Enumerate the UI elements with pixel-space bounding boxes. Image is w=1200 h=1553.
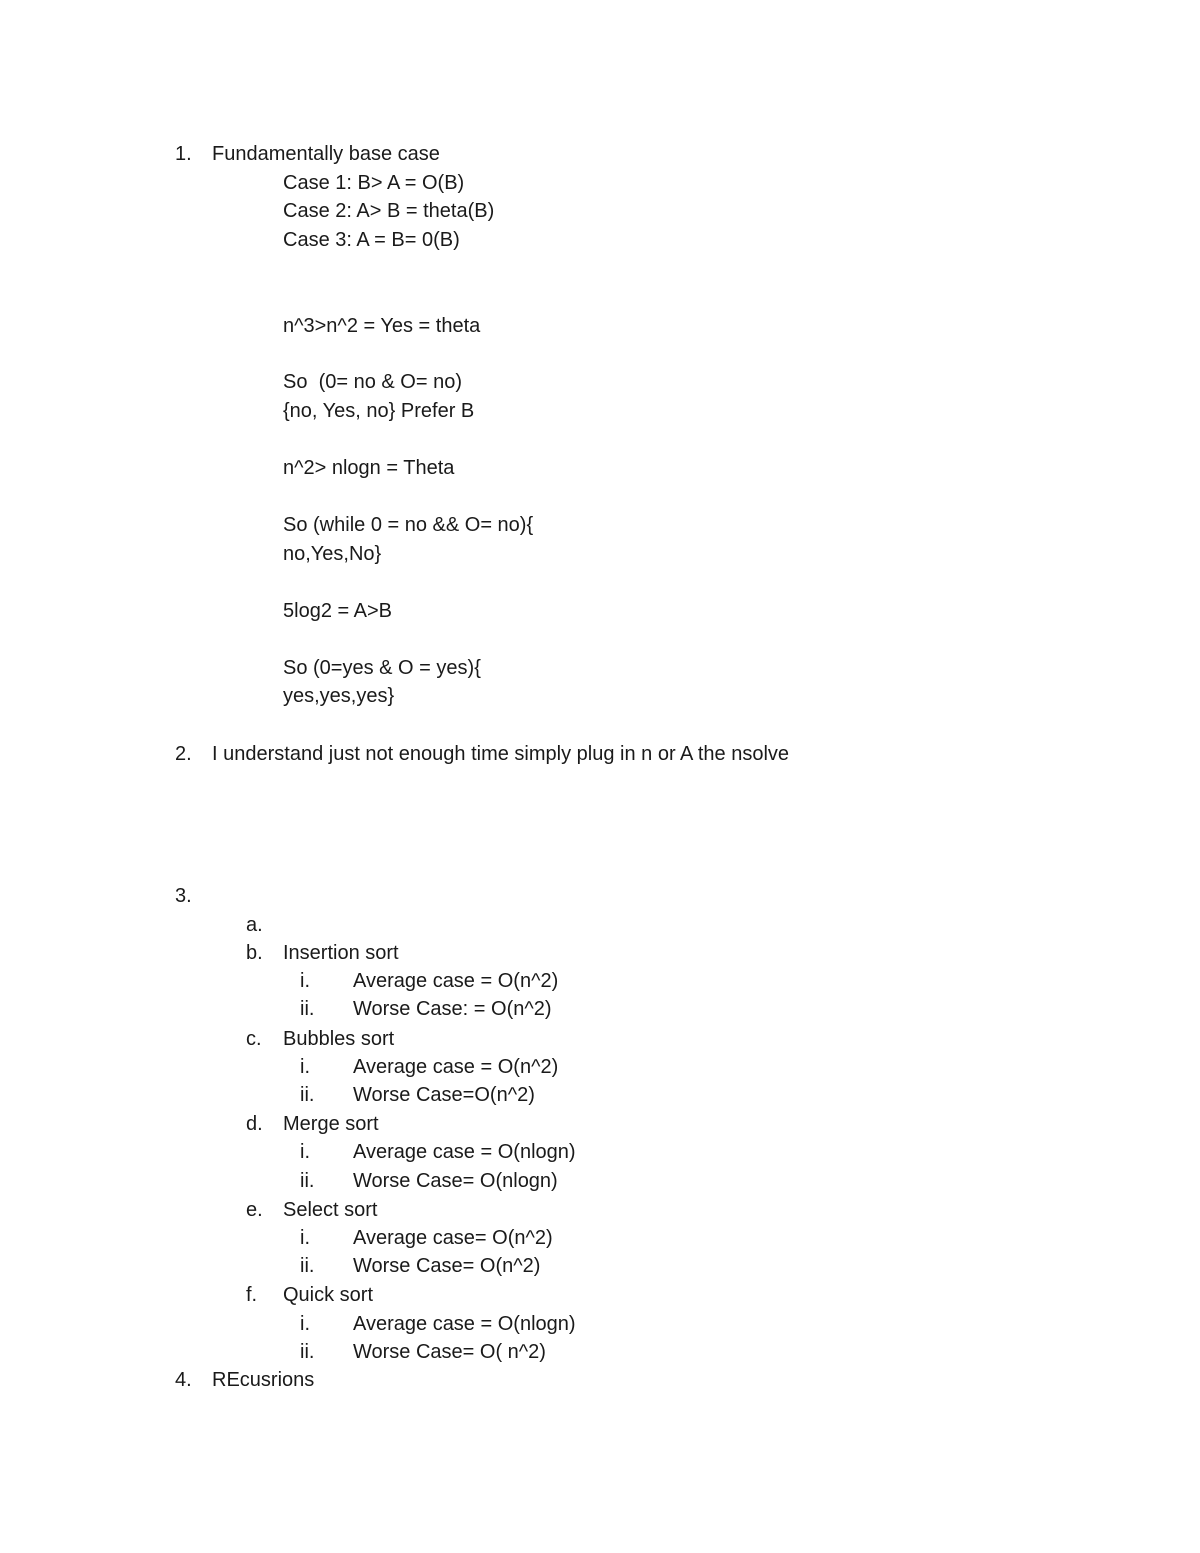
case-text: Worse Case= O(n^2) [353,1255,541,1277]
sublist-letter: c. [246,1028,262,1050]
case-text: Average case= O(n^2) [353,1227,553,1249]
roman-numeral: ii. [300,1084,315,1106]
note-line: Case 2: A> B = theta(B) [283,200,495,222]
roman-numeral: ii. [300,998,315,1020]
sublist-letter: b. [246,942,263,964]
case-text: Average case = O(n^2) [353,1056,559,1078]
list-number: 4. [175,1369,192,1391]
sublist-text: Bubbles sort [283,1028,395,1050]
case-text: Worse Case=O(n^2) [353,1084,535,1106]
case-text: Worse Case= O( n^2) [353,1341,546,1363]
note-line: So (while 0 = no && O= no){ [283,514,534,536]
sublist-text: Select sort [283,1199,378,1221]
list-item-text: I understand just not enough time simply plug in n or A the nsolve [212,743,790,765]
list-item-text: Fundamentally base case [212,143,440,165]
case-text: Average case = O(nlogn) [353,1313,576,1335]
note-line: So (0= no & O= no) [283,371,462,393]
case-text: Average case = O(n^2) [353,970,559,992]
case-text: Average case = O(nlogn) [353,1141,576,1163]
case-text: Worse Case= O(nlogn) [353,1170,558,1192]
roman-numeral: i. [300,970,310,992]
sublist-text: Quick sort [283,1284,374,1306]
note-line: n^2> nlogn = Theta [283,457,455,479]
sublist-text: Insertion sort [283,942,399,964]
roman-numeral: i. [300,1056,310,1078]
sublist-letter: f. [246,1284,258,1306]
case-text: Worse Case: = O(n^2) [353,998,552,1020]
note-line: Case 3: A = B= 0(B) [283,229,460,251]
sublist-letter: d. [246,1113,263,1135]
list-item-text: REcusrions [212,1369,315,1391]
sublist-letter: e. [246,1199,263,1221]
roman-numeral: ii. [300,1170,315,1192]
sublist-text: Merge sort [283,1113,379,1135]
roman-numeral: ii. [300,1341,315,1363]
roman-numeral: i. [300,1313,310,1335]
list-number: 2. [175,743,192,765]
sublist-letter: a. [246,914,263,936]
roman-numeral: i. [300,1227,310,1249]
note-line: {no, Yes, no} Prefer B [283,400,475,422]
note-line: no,Yes,No} [283,543,382,565]
list-number: 3. [175,885,192,907]
list-number: 1. [175,143,192,165]
roman-numeral: ii. [300,1255,315,1277]
note-line: yes,yes,yes} [283,685,395,707]
note-line: 5log2 = A>B [283,600,392,622]
note-line: n^3>n^2 = Yes = theta [283,315,481,337]
note-line: So (0=yes & O = yes){ [283,657,481,679]
note-line: Case 1: B> A = O(B) [283,172,465,194]
roman-numeral: i. [300,1141,310,1163]
